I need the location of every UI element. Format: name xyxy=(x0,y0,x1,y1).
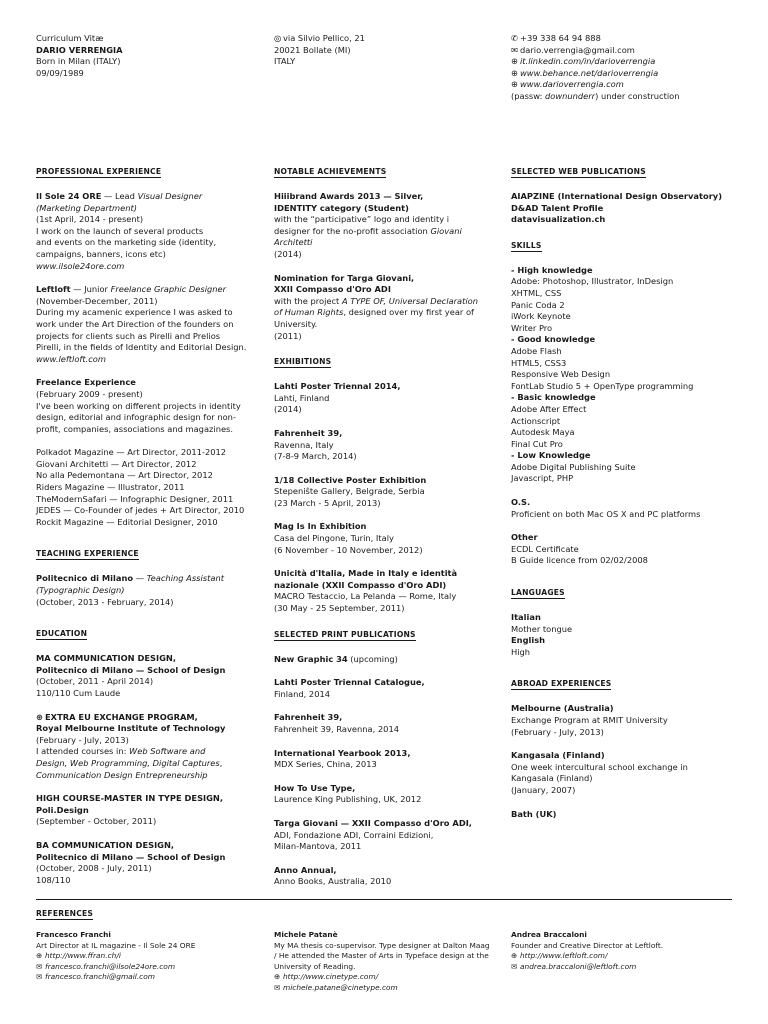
exhibition-entry xyxy=(274,381,500,416)
reference-card xyxy=(36,930,262,983)
education-entry xyxy=(36,712,262,782)
achievement-entry xyxy=(274,191,500,261)
address-city: 20021 Bollate (MI) xyxy=(274,44,351,55)
password-value: downunderr xyxy=(545,90,596,101)
candidate-name: DARIO VERRENGIA xyxy=(36,44,123,55)
award-desc: A TYPE OF, Universal Declaration xyxy=(341,295,479,306)
teaching-entry xyxy=(36,573,262,608)
reference-role: Art Director at IL magazine - Il Sole 24 ORE xyxy=(36,940,196,950)
degree: EXTRA EU EXCHANGE PROGRAM, xyxy=(45,711,198,722)
globe-icon: ⊕ xyxy=(36,951,43,961)
skill-item: XHTML, CSS xyxy=(511,287,562,298)
company-url[interactable]: www.ilsole24ore.com xyxy=(36,260,125,271)
abroad-place: Bath (UK) xyxy=(511,808,557,819)
job-period: (1st April, 2014 - present) xyxy=(36,214,144,225)
exhibition-place: Stepeniŝte Gallery, Belgrade, Serbia xyxy=(274,486,425,497)
language-level: High xyxy=(511,646,531,657)
award-title: Hiiibrand Awards 2013 — Silver, xyxy=(274,191,424,201)
behance-link[interactable]: www.behance.net/darioverrengia xyxy=(520,67,659,78)
envelope-icon: ✉ xyxy=(36,972,43,982)
publication-detail: Laurence King Publishing, UK, 2012 xyxy=(274,794,422,805)
section-title-references: REFERENCES xyxy=(36,909,94,918)
reference-role: Founder and Creative Director at Leftloft. xyxy=(511,940,664,950)
abroad-entry xyxy=(511,703,737,738)
skill-item: FontLab Studio 5 + OpenType programming xyxy=(511,380,694,391)
experience-entry xyxy=(36,191,262,272)
web-publication: D&AD Talent Profile xyxy=(511,202,604,213)
envelope-icon: ✉ xyxy=(274,982,281,992)
teaching-period: (October, 2013 - February, 2014) xyxy=(36,596,174,607)
publication-entry xyxy=(274,677,500,700)
language-level: Mother tongue xyxy=(511,623,573,634)
skill-level: - High knowledge xyxy=(511,264,593,275)
teaching-role: Teaching Assistant xyxy=(146,573,224,584)
column-middle xyxy=(274,166,500,900)
abroad-detail: One week intercultural school exchange in xyxy=(511,761,688,772)
header-contacts xyxy=(511,33,737,103)
header-address xyxy=(274,33,500,68)
envelope-icon: ✉ xyxy=(36,961,43,971)
publication-detail: Anno Books, Australia, 2010 xyxy=(274,876,392,887)
other-entry xyxy=(511,532,737,567)
exhibition-place: Casa del Pingone, Turin, Italy xyxy=(274,533,394,544)
skill-item: Adobe Digital Publishing Suite xyxy=(511,461,636,472)
skill-level: - Basic knowledge xyxy=(511,392,596,403)
publication-name: Fahrenheit 39, xyxy=(274,712,343,723)
company-name: Leftloft xyxy=(36,284,71,295)
award-year: (2011) xyxy=(274,330,302,341)
skill-item: Adobe: Photoshop, Illustrator, InDesign xyxy=(511,276,674,287)
publication-detail: Fahrenheit 39, Ravenna, 2014 xyxy=(274,724,400,734)
course-list: Design, Web Programming, Digital Captures xyxy=(36,757,220,768)
publication-note: (upcoming) xyxy=(347,653,398,664)
exhibition-date: (30 May - 25 September, 2011) xyxy=(274,603,405,614)
teaching-subject: (Typographic Design) xyxy=(36,585,125,596)
company-url[interactable]: www.leftloft.com xyxy=(36,353,106,364)
cv-label: Curriculum Vitæ xyxy=(36,33,104,43)
award-desc: , designed over my first year of xyxy=(343,307,474,318)
os-detail: Proficient on both Mac OS X and PC platforms xyxy=(511,508,701,519)
school-name: Politecnico di Milano — School of Design xyxy=(36,664,226,675)
skill-level: - Low Knowledge xyxy=(511,450,591,461)
section-title-exhibitions: EXHIBITIONS xyxy=(274,357,332,367)
os-entry xyxy=(511,497,737,520)
degree-period: (October, 2011 - April 2014) xyxy=(36,676,154,687)
job-role: Visual Designer xyxy=(137,191,203,201)
abroad-entry xyxy=(511,750,737,796)
abroad-date: (February - July, 2013) xyxy=(511,726,604,737)
os-title: O.S. xyxy=(511,497,531,508)
abroad-detail: Kangasala (Finland) xyxy=(511,773,593,784)
publication-name: International Yearbook 2013, xyxy=(274,747,411,758)
skill-item: Actionscript xyxy=(511,415,561,426)
address-street: via Silvio Pellico, 21 xyxy=(283,33,365,43)
list-item: Rockit Magazine — Editorial Designer, 2010 xyxy=(36,516,218,527)
abroad-place: Kangasala (Finland) xyxy=(511,750,605,761)
email-link[interactable]: dario.verrengia@gmail.com xyxy=(520,44,635,55)
section-title-achievements: NOTABLE ACHIEVEMENTS xyxy=(274,167,387,176)
reference-email-link[interactable]: francesco.franchi@gmail.com xyxy=(45,972,155,982)
reference-card xyxy=(511,930,737,972)
job-desc: and events on the marketing side (identity, xyxy=(36,237,217,248)
phone-number[interactable]: +39 338 64 94 888 xyxy=(520,33,601,43)
publication-name: Lahti Poster Triennal Catalogue, xyxy=(274,677,425,688)
password-prefix: (passw: xyxy=(511,90,545,101)
exchange-icon: ⊛ xyxy=(36,711,43,722)
publication-detail: Finland, 2014 xyxy=(274,688,331,699)
award-desc: Architetti xyxy=(274,237,313,248)
award-desc: of Human Rights xyxy=(274,307,344,318)
section-title-print: SELECTED PRINT PUBLICATIONS xyxy=(274,629,416,639)
envelope-icon: ✉ xyxy=(511,44,518,55)
skills-list xyxy=(511,265,737,485)
job-desc: work under the Art Direction of the founders on xyxy=(36,318,234,329)
section-title-abroad: ABROAD EXPERIENCES xyxy=(511,679,612,689)
exhibition-entry xyxy=(274,568,500,614)
exhibition-name: Mag Is In Exhibition xyxy=(274,521,367,532)
column-right xyxy=(511,166,737,832)
job-desc: I work on the launch of several products xyxy=(36,225,204,236)
section-title-education: EDUCATION xyxy=(36,629,88,639)
experience-entry xyxy=(36,284,262,365)
list-item: Polkadot Magazine — Art Director, 2011-2012 xyxy=(36,447,227,458)
reference-role: / He attended the Master of Arts in Typeface design at the xyxy=(274,951,489,961)
reference-card xyxy=(274,930,500,994)
list-item: TheModernSafari — Infographic Designer, 2011 xyxy=(36,493,234,504)
exhibition-name: Lahti Poster Triennal 2014, xyxy=(274,381,401,392)
exhibition-place: Lahti, Finland xyxy=(274,392,330,403)
globe-icon: ⊕ xyxy=(511,67,518,78)
comma: , xyxy=(219,757,223,768)
publication-entry xyxy=(274,783,500,806)
course-list: Communication Design Entrepreneurship xyxy=(36,769,208,780)
job-desc: campaigns, banners, icons etc) xyxy=(36,248,166,259)
award-title: Nomination for Targa Giovani, xyxy=(274,272,415,283)
degree-grade: 110/110 Cum Laude xyxy=(36,688,121,698)
job-desc: design, editorial and infographic design for non- xyxy=(36,412,236,423)
publication-detail: Milan-Mantova, 2011 xyxy=(274,841,362,852)
skill-item: Responsive Web Design xyxy=(511,369,611,380)
exhibition-date: (7-8-9 March, 2014) xyxy=(274,451,357,462)
web-publication: datavisualization.ch xyxy=(511,214,606,225)
exhibition-date: (23 March - 5 April, 2013) xyxy=(274,497,381,508)
header-identity xyxy=(36,33,262,79)
skill-item: Autodesk Maya xyxy=(511,427,575,438)
skill-item: Adobe Flash xyxy=(511,345,562,356)
degree-period: (October, 2008 - July, 2011) xyxy=(36,863,152,874)
reference-name: Francesco Franchi xyxy=(36,930,111,939)
job-period: (November-December, 2011) xyxy=(36,295,158,306)
reference-role: University of Reading. xyxy=(274,961,356,971)
publication-entry xyxy=(274,818,500,853)
skill-item: Panic Coda 2 xyxy=(511,299,565,310)
section-title-professional: PROFESSIONAL EXPERIENCE xyxy=(36,167,162,176)
achievement-entry xyxy=(274,273,500,343)
separator: — Lead xyxy=(101,191,138,201)
award-desc: with the “participative” logo and identity i xyxy=(274,214,450,225)
award-desc: Giovani xyxy=(430,225,462,236)
exhibition-date: (6 November - 10 November, 2012) xyxy=(274,544,423,555)
references-title-wrap xyxy=(36,908,262,928)
reference-email-link[interactable]: michele.patane@cinetype.com xyxy=(283,982,398,992)
web-publication: AIAPZINE (International Design Observatory) xyxy=(511,191,722,201)
abroad-date: (January, 2007) xyxy=(511,784,576,795)
publication-name: New Graphic 34 xyxy=(274,653,348,664)
degree-grade: 108/110 xyxy=(36,874,71,885)
section-title-teaching: TEACHING EXPERIENCE xyxy=(36,549,139,559)
exhibition-date: (2014) xyxy=(274,404,302,415)
job-desc: During my acamenic experience I was asked to xyxy=(36,307,233,318)
award-category: IDENTITY category (Student) xyxy=(274,202,409,213)
publication-name: Targa Giovani — XXII Compasso d'Oro ADI, xyxy=(274,817,472,828)
globe-icon: ⊕ xyxy=(511,951,518,961)
school-name: Politecnico di Milano — School of Design xyxy=(36,851,226,862)
column-left xyxy=(36,166,262,898)
globe-icon: ⊕ xyxy=(274,972,281,982)
exhibition-name: 1/18 Collective Poster Exhibition xyxy=(274,474,427,485)
section-title-web: SELECTED WEB PUBLICATIONS xyxy=(511,167,646,176)
globe-icon: ⊕ xyxy=(511,79,518,90)
award-category: XXII Compasso d'Oro ADI xyxy=(274,284,391,295)
address-country: ITALY xyxy=(274,56,296,67)
publication-entry xyxy=(274,748,500,771)
award-year: (2014) xyxy=(274,248,302,259)
languages-list xyxy=(511,612,737,658)
reference-name: Andrea Braccaloni xyxy=(511,930,587,939)
skill-item: Javascript, PHP xyxy=(511,473,574,484)
reference-web-link[interactable]: http://www.ffran.ch/i xyxy=(45,951,121,961)
job-period: (February 2009 - present) xyxy=(36,388,143,399)
list-item: Riders Magazine — Illustrator, 2011 xyxy=(36,482,185,493)
degree: HIGH COURSE-MASTER IN TYPE DESIGN, xyxy=(36,793,224,804)
exhibition-place: Ravenna, Italy xyxy=(274,439,334,450)
skill-item: iWork Keynote xyxy=(511,311,571,322)
skill-item: HTML5, CSS3 xyxy=(511,357,567,368)
separator: — xyxy=(133,573,147,584)
reference-web-link[interactable]: http://www.leftloft.com/ xyxy=(520,951,608,961)
abroad-place: Melbourne (Australia) xyxy=(511,703,614,714)
reference-email-link[interactable]: francesco.franchi@ilsole24ore.com xyxy=(45,961,176,971)
skill-item: Adobe After Effect xyxy=(511,403,587,414)
job-desc: profit, companies, associations and magazines. xyxy=(36,423,234,434)
exhibition-place: MACRO Testaccio, La Pelanda — Rome, Italy xyxy=(274,591,457,602)
separator: — Junior xyxy=(70,284,111,295)
reference-name: Michele Patanè xyxy=(274,930,338,939)
divider xyxy=(36,899,732,900)
experience-entry xyxy=(36,377,262,435)
school-name: Politecnico di Milano xyxy=(36,573,134,584)
list-item: JEDES — Co-Founder of jedes + Art Director, 2010 xyxy=(36,505,245,516)
publication-entry xyxy=(274,654,500,666)
web-publications xyxy=(511,191,737,226)
abroad-detail: Exchange Program at RMIT University xyxy=(511,715,668,725)
education-entry xyxy=(36,793,262,828)
education-entry xyxy=(36,653,262,699)
reference-role: My MA thesis co-supervisor. Type designer at Dalton Maag xyxy=(274,940,490,950)
exhibition-entry xyxy=(274,428,500,463)
linkedin-link[interactable]: it.linkedin.com/in/darioverrengia xyxy=(520,56,656,67)
school-name: Poli.Design xyxy=(36,804,89,815)
skill-level: - Good knowledge xyxy=(511,334,596,345)
phone-icon: ✆ xyxy=(511,33,518,43)
publication-entry xyxy=(274,865,500,888)
school-name: Royal Melbourne Institute of Technology xyxy=(36,723,226,734)
degree: MA COMMUNICATION DESIGN, xyxy=(36,653,177,664)
language-name: English xyxy=(511,635,546,646)
award-desc: designer for the no-profit association xyxy=(274,225,431,236)
target-icon: ◎ xyxy=(274,33,282,43)
exhibition-name: nazionale (XXII Compasso d'Oro ADI) xyxy=(274,579,447,590)
other-item: ECDL Certificate xyxy=(511,543,579,554)
education-entry xyxy=(36,840,262,886)
skill-item: Final Cut Pro xyxy=(511,438,563,449)
publication-detail: MDX Series, China, 2013 xyxy=(274,759,377,770)
reference-email-link[interactable]: andrea.braccaloni@leftloft.com xyxy=(520,961,637,971)
skill-item: Writer Pro xyxy=(511,322,553,333)
award-desc: University. xyxy=(274,318,318,329)
exhibition-entry xyxy=(274,475,500,510)
publication-detail: ADI, Fondazione ADI, Corraini Edizioni, xyxy=(274,829,434,840)
abroad-entry xyxy=(511,809,737,821)
info-icon: ⊕ xyxy=(511,56,518,67)
publication-name: How To Use Type, xyxy=(274,782,356,793)
other-title: Other xyxy=(511,532,538,543)
job-role: Freelance Graphic Designer xyxy=(110,284,227,295)
job-desc: projects for clients such as Pirelli and Prelios xyxy=(36,330,221,341)
courses-prefix: I attended courses in: xyxy=(36,746,130,757)
birthplace: Born in Milan (ITALY) xyxy=(36,56,121,67)
degree: BA COMMUNICATION DESIGN, xyxy=(36,839,175,850)
award-desc: with the project xyxy=(274,295,342,306)
section-title-skills: SKILLS xyxy=(511,240,542,250)
publication-entry xyxy=(274,712,500,735)
website-link[interactable]: www.darioverrengia.com xyxy=(520,79,624,90)
exhibition-name: Fahrenheit 39, xyxy=(274,427,343,438)
degree-period: (February - July, 2013) xyxy=(36,734,129,745)
list-item: Giovani Architetti — Art Director, 2012 xyxy=(36,458,197,469)
company-name: Il Sole 24 ORE xyxy=(36,191,102,201)
job-desc: I've been working on different projects in identity xyxy=(36,400,241,411)
envelope-icon: ✉ xyxy=(511,961,518,971)
exhibition-entry xyxy=(274,521,500,556)
freelance-list xyxy=(36,447,262,528)
section-title-languages: LANGUAGES xyxy=(511,588,565,598)
degree-period: (September - October, 2011) xyxy=(36,816,157,827)
exhibition-name: Unicità d'Italia, Made in Italy e identità xyxy=(274,568,458,579)
publication-name: Anno Annual, xyxy=(274,864,337,875)
job-title: Freelance Experience xyxy=(36,377,136,388)
job-desc: Pirelli, in the fields of Identity and Editorial Design. xyxy=(36,342,247,353)
reference-web-link[interactable]: http://www.cinetype.com/ xyxy=(283,972,379,982)
course-list: Web Software and xyxy=(129,746,206,757)
language-name: Italian xyxy=(511,612,541,623)
password-suffix: ) under construction xyxy=(595,90,680,101)
job-department: (Marketing Department) xyxy=(36,202,137,213)
list-item: No alla Pedemontana — Art Director, 2012 xyxy=(36,470,213,481)
other-item: B Guide licence from 02/02/2008 xyxy=(511,555,648,566)
birthdate: 09/09/1989 xyxy=(36,67,84,78)
